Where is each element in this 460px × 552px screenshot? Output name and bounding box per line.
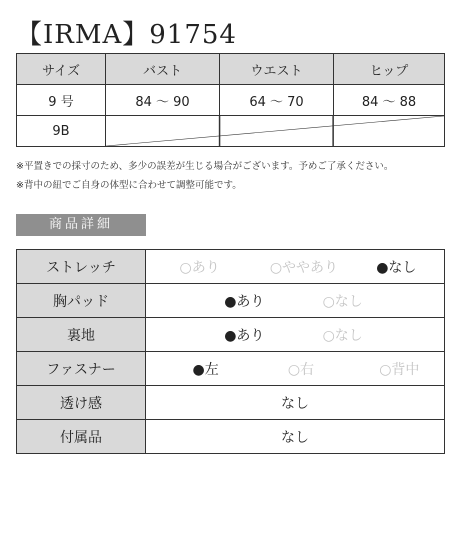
size-cell: 9 号 bbox=[17, 85, 106, 116]
pad-label: 胸パッド bbox=[17, 284, 146, 318]
hip-header: ヒップ bbox=[334, 54, 445, 85]
pad-option-no: ○なし bbox=[322, 293, 363, 310]
table-row bbox=[17, 284, 445, 318]
accessory-label: 付属品 bbox=[17, 420, 146, 454]
lining-option-no: ○なし bbox=[322, 327, 363, 344]
fastener-option-left: ●左 bbox=[192, 361, 219, 378]
table-row bbox=[17, 420, 445, 454]
section-label: 商品詳細 bbox=[16, 214, 146, 236]
fastener-option-right: ○右 bbox=[287, 361, 315, 378]
accessory-value: なし bbox=[146, 420, 445, 454]
stretch-label: ストレッチ bbox=[17, 250, 146, 284]
lining-option-yes: ●あり bbox=[224, 327, 265, 344]
size-header: サイズ bbox=[17, 54, 106, 85]
sheer-value: なし bbox=[146, 386, 445, 420]
bust-cell: 84 ～ 90 bbox=[106, 85, 220, 116]
diagonal-strike bbox=[106, 116, 444, 146]
pad-value bbox=[146, 284, 445, 318]
table-row bbox=[17, 352, 445, 386]
lining-label: 裏地 bbox=[17, 318, 146, 352]
pad-option-yes: ●あり bbox=[224, 293, 265, 310]
table-row bbox=[17, 250, 445, 284]
fastener-label: ファスナー bbox=[17, 352, 146, 386]
sheer-label: 透け感 bbox=[17, 386, 146, 420]
bust-header: バスト bbox=[106, 54, 220, 85]
table-row bbox=[17, 386, 445, 420]
table-row bbox=[17, 85, 445, 116]
product-title: 【IRMA】91754 bbox=[16, 20, 237, 50]
table-row bbox=[17, 318, 445, 352]
lining-value bbox=[146, 318, 445, 352]
measurement-note: ※平置きでの採寸のため、多少の誤差が生じる場合がございます。予めご了承ください。 bbox=[16, 161, 394, 172]
size-table-header bbox=[17, 54, 445, 85]
fastener-option-back: ○背中 bbox=[379, 361, 420, 378]
waist-cell: 64 ～ 70 bbox=[220, 85, 334, 116]
fastener-value bbox=[146, 352, 445, 386]
stretch-option-some: ○ややあり bbox=[269, 259, 339, 276]
table-row bbox=[17, 116, 445, 147]
stretch-option-none: ●なし bbox=[376, 259, 417, 276]
size-table bbox=[16, 53, 445, 147]
hip-cell: 84 ～ 88 bbox=[334, 85, 445, 116]
stretch-value bbox=[146, 250, 445, 284]
adjust-note: ※背中の紐でご自身の体型に合わせて調整可能です。 bbox=[16, 180, 242, 191]
detail-table bbox=[16, 249, 445, 454]
waist-header: ウエスト bbox=[220, 54, 334, 85]
not-applicable-cell bbox=[106, 116, 445, 147]
size-cell: 9B bbox=[17, 116, 106, 147]
stretch-option-yes: ○あり bbox=[179, 259, 220, 276]
